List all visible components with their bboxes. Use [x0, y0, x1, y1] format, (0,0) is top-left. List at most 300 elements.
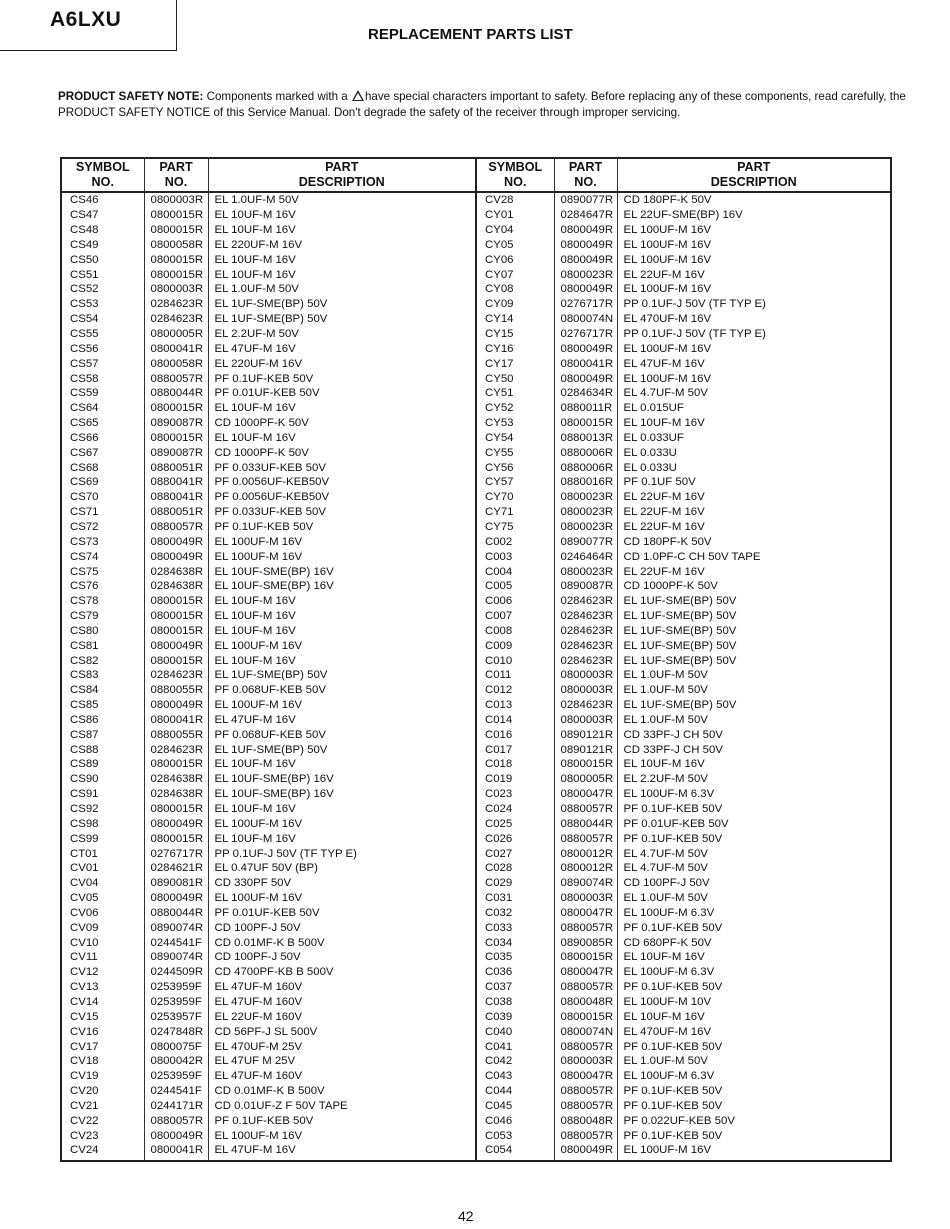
part-number-cell: 0880051R — [144, 460, 208, 475]
description-cell: EL 100UF-M 16V — [208, 534, 476, 549]
description-cell: EL 10UF-M 16V — [208, 208, 476, 223]
description-cell: EL 1UF-SME(BP) 50V — [617, 623, 891, 638]
symbol-cell: CS98 — [70, 817, 99, 830]
part-number-cell: 0800015R — [144, 223, 208, 238]
symbol-cell: C007 — [476, 609, 554, 624]
table-row — [61, 727, 891, 742]
description-cell: PF 0.1UF-KEB 50V — [617, 802, 891, 817]
symbol-cell: C024 — [476, 802, 554, 817]
description-cell: EL 47UF-M 16V — [208, 1143, 476, 1161]
symbol-cell: CS90 — [70, 773, 99, 786]
column-header-description: PART DESCRIPTION — [617, 158, 891, 192]
part-number-cell: 0880011R — [554, 401, 617, 416]
symbol-cell: C043 — [476, 1069, 554, 1084]
table-row — [61, 965, 891, 980]
part-number-cell: 0800015R — [144, 802, 208, 817]
symbol-cell: CY75 — [476, 520, 554, 535]
part-number-cell: 0284623R — [554, 623, 617, 638]
part-number-cell: 0880057R — [554, 802, 617, 817]
table-row — [61, 475, 891, 490]
table-row — [61, 861, 891, 876]
symbol-cell: C010 — [476, 653, 554, 668]
description-cell: PP 0.1UF-J 50V (TF TYP E) — [617, 297, 891, 312]
part-number-cell: 0880057R — [144, 520, 208, 535]
part-number-cell: 0890085R — [554, 935, 617, 950]
symbol-cell: CV12 — [70, 966, 99, 979]
symbol-cell: CV22 — [70, 1114, 99, 1127]
symbol-cell: C016 — [476, 727, 554, 742]
part-number-cell: 0800049R — [554, 252, 617, 267]
safety-note-text-before: Components marked with a — [206, 90, 348, 103]
description-cell: EL 10UF-SME(BP) 16V — [208, 579, 476, 594]
symbol-cell: C012 — [476, 683, 554, 698]
description-cell: EL 22UF-M 16V — [617, 520, 891, 535]
description-cell: EL 100UF-M 10V — [617, 995, 891, 1010]
description-cell: EL 22UF-M 16V — [617, 490, 891, 505]
part-number-cell: 0244171R — [144, 1098, 208, 1113]
part-number-cell: 0800041R — [144, 1143, 208, 1161]
part-number-cell: 0800015R — [144, 757, 208, 772]
part-number-cell: 0284623R — [554, 653, 617, 668]
symbol-cell: CS87 — [70, 728, 99, 741]
description-cell: PF 0.1UF-KEB 50V — [617, 1128, 891, 1143]
part-number-cell: 0284623R — [554, 609, 617, 624]
description-cell: EL 22UF-M 16V — [617, 267, 891, 282]
symbol-cell: C026 — [476, 831, 554, 846]
table-row — [61, 460, 891, 475]
table-row — [61, 1143, 891, 1161]
part-number-cell: 0800049R — [144, 698, 208, 713]
table-row — [61, 564, 891, 579]
table-row — [61, 638, 891, 653]
description-cell: EL 47UF-M 160V — [208, 995, 476, 1010]
part-number-cell: 0880057R — [554, 980, 617, 995]
symbol-cell: CS79 — [70, 610, 99, 623]
table-row — [61, 623, 891, 638]
part-number-cell: 0284638R — [144, 579, 208, 594]
table-row — [61, 683, 891, 698]
symbol-cell: C033 — [476, 920, 554, 935]
part-number-cell: 0244541F — [144, 1084, 208, 1099]
description-cell: EL 1.0UF-M 50V — [208, 192, 476, 208]
symbol-cell: CS76 — [70, 580, 99, 593]
table-row — [61, 1084, 891, 1099]
table-row — [61, 208, 891, 223]
part-number-cell: 0800042R — [144, 1054, 208, 1069]
description-cell: EL 0.47UF 50V (BP) — [208, 861, 476, 876]
part-number-cell: 0880057R — [554, 1098, 617, 1113]
description-cell: EL 10UF-M 16V — [208, 401, 476, 416]
symbol-cell: CT01 — [70, 847, 98, 860]
table-row — [61, 1009, 891, 1024]
description-cell: EL 470UF-M 16V — [617, 1024, 891, 1039]
symbol-cell: CS52 — [70, 283, 99, 296]
table-row — [61, 1128, 891, 1143]
symbol-cell: C045 — [476, 1098, 554, 1113]
part-number-cell: 0284638R — [144, 772, 208, 787]
part-number-cell: 0284638R — [144, 564, 208, 579]
description-cell: EL 1.0UF-M 50V — [208, 282, 476, 297]
symbol-cell: CS92 — [70, 803, 99, 816]
description-cell: EL 1.0UF-M 50V — [617, 683, 891, 698]
description-cell: EL 22UF-SME(BP) 16V — [617, 208, 891, 223]
part-number-cell: 0244509R — [144, 965, 208, 980]
part-number-cell: 0800015R — [144, 431, 208, 446]
description-cell: EL 100UF-M 16V — [208, 891, 476, 906]
symbol-cell: CS70 — [70, 491, 99, 504]
part-number-cell: 0890087R — [144, 416, 208, 431]
part-number-cell: 0880057R — [554, 1128, 617, 1143]
part-number-cell: 0253957F — [144, 1009, 208, 1024]
part-number-cell: 0800049R — [144, 549, 208, 564]
description-cell: EL 100UF-M 16V — [617, 282, 891, 297]
safety-note-label: PRODUCT SAFETY NOTE: — [58, 90, 204, 103]
symbol-cell: CS81 — [70, 639, 99, 652]
table-row — [61, 1024, 891, 1039]
symbol-cell: CS53 — [70, 298, 99, 311]
table-row — [61, 668, 891, 683]
description-cell: EL 10UF-M 16V — [617, 1009, 891, 1024]
symbol-cell: CS58 — [70, 372, 99, 385]
symbol-cell: CV11 — [70, 951, 98, 964]
part-number-cell: 0800049R — [144, 534, 208, 549]
part-number-cell: 0800015R — [554, 1009, 617, 1024]
symbol-cell: CS85 — [70, 699, 99, 712]
table-row — [61, 267, 891, 282]
description-cell: EL 4.7UF-M 50V — [617, 386, 891, 401]
symbol-cell: C003 — [476, 549, 554, 564]
description-cell: EL 10UF-M 16V — [617, 757, 891, 772]
symbol-cell: CS46 — [70, 194, 99, 207]
part-number-cell: 0880057R — [144, 371, 208, 386]
table-row — [61, 252, 891, 267]
table-row — [61, 995, 891, 1010]
description-cell: EL 1UF-SME(BP) 50V — [208, 312, 476, 327]
description-cell: EL 100UF-M 16V — [617, 371, 891, 386]
table-row — [61, 505, 891, 520]
symbol-cell: CS84 — [70, 684, 99, 697]
symbol-cell: C037 — [476, 980, 554, 995]
table-row — [61, 920, 891, 935]
part-number-cell: 0890087R — [144, 445, 208, 460]
description-cell: CD 33PF-J CH 50V — [617, 742, 891, 757]
part-number-cell: 0800003R — [554, 668, 617, 683]
table-row — [61, 935, 891, 950]
description-cell: EL 100UF-M 6.3V — [617, 1069, 891, 1084]
description-cell: CD 180PF-K 50V — [617, 534, 891, 549]
column-header-part-no: PART NO. — [144, 158, 208, 192]
symbol-cell: CY52 — [476, 401, 554, 416]
part-number-cell: 0800049R — [554, 341, 617, 356]
symbol-cell: CV20 — [70, 1085, 99, 1098]
part-number-cell: 0800049R — [144, 816, 208, 831]
column-header-description: PART DESCRIPTION — [208, 158, 476, 192]
table-row — [61, 401, 891, 416]
part-number-cell: 0880057R — [144, 1113, 208, 1128]
description-cell: EL 10UF-M 16V — [208, 757, 476, 772]
description-cell: PF 0.033UF-KEB 50V — [208, 505, 476, 520]
description-cell: EL 10UF-SME(BP) 16V — [208, 787, 476, 802]
description-cell: EL 47UF-M 16V — [208, 341, 476, 356]
description-cell: EL 100UF-M 16V — [208, 1128, 476, 1143]
symbol-cell: CS57 — [70, 357, 99, 370]
description-cell: CD 4700PF-KB B 500V — [208, 965, 476, 980]
description-cell: EL 470UF-M 25V — [208, 1039, 476, 1054]
symbol-cell: CV09 — [70, 921, 99, 934]
part-number-cell: 0800003R — [554, 891, 617, 906]
description-cell: PF 0.1UF-KEB 50V — [617, 831, 891, 846]
description-cell: CD 100PF-J 50V — [208, 950, 476, 965]
symbol-cell: C032 — [476, 906, 554, 921]
symbol-cell: CS99 — [70, 832, 99, 845]
part-number-cell: 0800049R — [554, 238, 617, 253]
table-row — [61, 653, 891, 668]
description-cell: PF 0.1UF-KEB 50V — [617, 980, 891, 995]
part-number-cell: 0800058R — [144, 238, 208, 253]
table-row — [61, 846, 891, 861]
symbol-cell: CS88 — [70, 743, 99, 756]
symbol-cell: CY50 — [476, 371, 554, 386]
table-row — [61, 490, 891, 505]
symbol-cell: C008 — [476, 623, 554, 638]
description-cell: EL 1UF-SME(BP) 50V — [617, 653, 891, 668]
parts-table — [60, 157, 892, 1162]
table-row — [61, 831, 891, 846]
symbol-cell: CS83 — [70, 669, 99, 682]
table-row — [61, 1069, 891, 1084]
symbol-cell: CY57 — [476, 475, 554, 490]
symbol-cell: C040 — [476, 1024, 554, 1039]
symbol-cell: CV21 — [70, 1099, 99, 1112]
description-cell: PF 0.1UF-KEB 50V — [208, 1113, 476, 1128]
description-cell: EL 100UF-M 6.3V — [617, 906, 891, 921]
description-cell: CD 0.01MF-K B 500V — [208, 935, 476, 950]
part-number-cell: 0800015R — [144, 267, 208, 282]
column-header-symbol: SYMBOL NO. — [61, 158, 144, 192]
part-number-cell: 0800047R — [554, 1069, 617, 1084]
part-number-cell: 0800074N — [554, 1024, 617, 1039]
part-number-cell: 0800015R — [144, 208, 208, 223]
description-cell: EL 10UF-M 16V — [617, 416, 891, 431]
table-row — [61, 891, 891, 906]
part-number-cell: 0880041R — [144, 475, 208, 490]
symbol-cell: C031 — [476, 891, 554, 906]
description-cell: PF 0.01UF-KEB 50V — [208, 386, 476, 401]
description-cell: EL 22UF-M 16V — [617, 564, 891, 579]
symbol-cell: CY55 — [476, 445, 554, 460]
symbol-cell: CS54 — [70, 313, 99, 326]
description-cell: EL 1.0UF-M 50V — [617, 713, 891, 728]
part-number-cell: 0880044R — [144, 386, 208, 401]
description-cell: PP 0.1UF-J 50V (TF TYP E) — [617, 327, 891, 342]
part-number-cell: 0800049R — [554, 371, 617, 386]
model-number: A6LXU — [50, 8, 122, 31]
symbol-cell: C005 — [476, 579, 554, 594]
part-number-cell: 0284623R — [144, 742, 208, 757]
table-row — [61, 698, 891, 713]
table-row — [61, 327, 891, 342]
symbol-cell: CS51 — [70, 268, 99, 281]
part-number-cell: 0800015R — [554, 416, 617, 431]
part-number-cell: 0284647R — [554, 208, 617, 223]
symbol-cell: CV28 — [476, 192, 554, 208]
part-number-cell: 0800075F — [144, 1039, 208, 1054]
table-row — [61, 549, 891, 564]
table-row — [61, 1113, 891, 1128]
part-number-cell: 0284621R — [144, 861, 208, 876]
symbol-cell: C041 — [476, 1039, 554, 1054]
description-cell: EL 10UF-M 16V — [208, 252, 476, 267]
table-row — [61, 520, 891, 535]
symbol-cell: CS65 — [70, 417, 99, 430]
part-number-cell: 0800047R — [554, 965, 617, 980]
symbol-cell: CV01 — [70, 862, 99, 875]
part-number-cell: 0800041R — [144, 713, 208, 728]
part-number-cell: 0247848R — [144, 1024, 208, 1039]
description-cell: EL 2.2UF-M 50V — [208, 327, 476, 342]
symbol-cell: CY56 — [476, 460, 554, 475]
product-safety-note — [58, 89, 908, 121]
part-number-cell: 0800005R — [144, 327, 208, 342]
description-cell: EL 10UF-M 16V — [208, 594, 476, 609]
symbol-cell: C014 — [476, 713, 554, 728]
symbol-cell: CY15 — [476, 327, 554, 342]
description-cell: PF 0.068UF-KEB 50V — [208, 727, 476, 742]
table-row — [61, 757, 891, 772]
part-number-cell: 0276717R — [554, 327, 617, 342]
description-cell: EL 10UF-M 16V — [208, 267, 476, 282]
description-cell: CD 180PF-K 50V — [617, 192, 891, 208]
symbol-cell: CS47 — [70, 209, 99, 222]
description-cell: EL 1UF-SME(BP) 50V — [208, 742, 476, 757]
description-cell: CD 0.01UF-Z F 50V TAPE — [208, 1098, 476, 1113]
part-number-cell: 0800003R — [144, 192, 208, 208]
part-number-cell: 0800003R — [554, 1054, 617, 1069]
description-cell: CD 100PF-J 50V — [208, 920, 476, 935]
symbol-cell: C054 — [476, 1143, 554, 1161]
symbol-cell: C011 — [476, 668, 554, 683]
part-number-cell: 0244541F — [144, 935, 208, 950]
table-row — [61, 223, 891, 238]
part-number-cell: 0800003R — [144, 282, 208, 297]
symbol-cell: C018 — [476, 757, 554, 772]
part-number-cell: 0800041R — [554, 356, 617, 371]
symbol-cell: CS73 — [70, 535, 99, 548]
symbol-cell: CS48 — [70, 224, 99, 237]
description-cell: EL 100UF-M 6.3V — [617, 965, 891, 980]
part-number-cell: 0276717R — [554, 297, 617, 312]
symbol-cell: CS89 — [70, 758, 99, 771]
description-cell: EL 100UF-M 16V — [208, 638, 476, 653]
description-cell: EL 1.0UF-M 50V — [617, 891, 891, 906]
description-cell: EL 10UF-SME(BP) 16V — [208, 772, 476, 787]
symbol-cell: CS49 — [70, 238, 99, 251]
symbol-cell: C023 — [476, 787, 554, 802]
part-number-cell: 0880051R — [144, 505, 208, 520]
table-row — [61, 371, 891, 386]
description-cell: CD 33PF-J CH 50V — [617, 727, 891, 742]
description-cell: EL 1UF-SME(BP) 50V — [617, 609, 891, 624]
part-number-cell: 0890074R — [144, 920, 208, 935]
symbol-cell: CV10 — [70, 936, 99, 949]
symbol-cell: CV04 — [70, 877, 99, 890]
parts-table-body — [61, 192, 891, 1161]
description-cell: EL 0.033UF — [617, 431, 891, 446]
symbol-cell: CS68 — [70, 461, 99, 474]
description-cell: EL 4.7UF-M 50V — [617, 846, 891, 861]
part-number-cell: 0284623R — [554, 638, 617, 653]
part-number-cell: 0800049R — [144, 638, 208, 653]
symbol-cell: CV24 — [70, 1144, 99, 1157]
table-row — [61, 1039, 891, 1054]
part-number-cell: 0800047R — [554, 906, 617, 921]
part-number-cell: 0284623R — [144, 312, 208, 327]
description-cell: PF 0.01UF-KEB 50V — [617, 816, 891, 831]
description-cell: EL 10UF-M 16V — [208, 802, 476, 817]
part-number-cell: 0800048R — [554, 995, 617, 1010]
part-number-cell: 0284623R — [554, 698, 617, 713]
symbol-cell: C053 — [476, 1128, 554, 1143]
part-number-cell: 0800049R — [144, 891, 208, 906]
part-number-cell: 0880057R — [554, 1039, 617, 1054]
part-number-cell: 0890121R — [554, 742, 617, 757]
table-row — [61, 297, 891, 312]
table-row — [61, 238, 891, 253]
part-number-cell: 0880006R — [554, 445, 617, 460]
description-cell: CD 1000PF-K 50V — [617, 579, 891, 594]
description-cell: EL 100UF-M 16V — [617, 252, 891, 267]
symbol-cell: CV19 — [70, 1070, 99, 1083]
symbol-cell: C042 — [476, 1054, 554, 1069]
part-number-cell: 0800015R — [144, 594, 208, 609]
part-number-cell: 0890077R — [554, 192, 617, 208]
table-row — [61, 341, 891, 356]
table-row — [61, 876, 891, 891]
description-cell: PF 0.1UF 50V — [617, 475, 891, 490]
part-number-cell: 0246464R — [554, 549, 617, 564]
part-number-cell: 0800023R — [554, 490, 617, 505]
symbol-cell: CV05 — [70, 892, 99, 905]
description-cell: EL 1UF-SME(BP) 50V — [617, 594, 891, 609]
part-number-cell: 0890087R — [554, 579, 617, 594]
symbol-cell: C004 — [476, 564, 554, 579]
symbol-cell: CY08 — [476, 282, 554, 297]
description-cell: CD 100PF-J 50V — [617, 876, 891, 891]
part-number-cell: 0800049R — [554, 282, 617, 297]
description-cell: PF 0.1UF-KEB 50V — [617, 920, 891, 935]
symbol-cell: CS75 — [70, 565, 99, 578]
description-cell: EL 10UF-M 16V — [208, 623, 476, 638]
symbol-cell: CV23 — [70, 1129, 99, 1142]
description-cell: EL 100UF-M 16V — [208, 698, 476, 713]
table-row — [61, 579, 891, 594]
part-number-cell: 0284623R — [144, 297, 208, 312]
part-number-cell: 0800049R — [554, 1143, 617, 1161]
description-cell: PF 0.1UF-KEB 50V — [208, 371, 476, 386]
part-number-cell: 0276717R — [144, 846, 208, 861]
symbol-cell: C009 — [476, 638, 554, 653]
part-number-cell: 0800015R — [554, 950, 617, 965]
symbol-cell: CY17 — [476, 356, 554, 371]
description-cell: EL 10UF-M 16V — [617, 950, 891, 965]
symbol-cell: CS74 — [70, 550, 99, 563]
part-number-cell: 0880055R — [144, 727, 208, 742]
symbol-cell: C039 — [476, 1009, 554, 1024]
description-cell: EL 100UF-M 16V — [617, 223, 891, 238]
symbol-cell: CY16 — [476, 341, 554, 356]
description-cell: EL 10UF-M 16V — [208, 223, 476, 238]
symbol-cell: CY71 — [476, 505, 554, 520]
